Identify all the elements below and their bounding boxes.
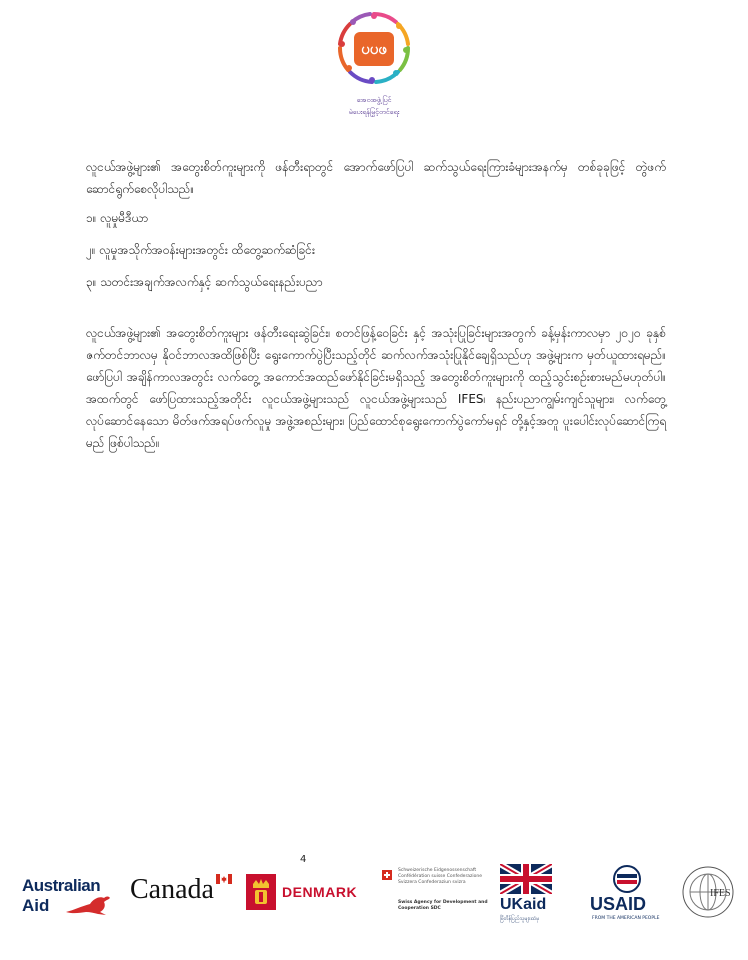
footer-donor-logos [0,862,748,932]
list-item-social-media: ၁။ လူမှုမီဒီယာ [86,211,148,225]
australian-aid-logo [22,876,122,916]
australian-aid-line1: Australian [22,876,101,895]
logo-caption-line1: အေဝအဖွဲ့ပြင် [356,96,392,104]
canada-flag-icon [216,874,232,884]
ukaid-logo [500,864,554,926]
list-item-ict: ၃။ သတင်းအချက်အလက်နှင့် ဆက်သွယ်ရေးနည်းပညာ [86,275,323,289]
denmark-logo [246,874,366,914]
logo-caption-line2: မဲပေးရန်မြှင့်တင်ရေး [348,108,400,116]
denmark-wordmark: DENMARK [282,884,358,900]
kangaroo-icon [64,894,118,916]
page-number: 4 [300,854,307,865]
ifes-text: IFES [710,888,731,899]
union-jack-icon [500,864,552,894]
paragraph-timeline: လူငယ်အဖွဲ့များ၏ အတွေးစိတ်ကူးများ ဖန်တီးရေးဆွဲခြင်း၊ စတင်ဖြန့်ဝေခြင်း နှင့် အသုံးပြုခြင်းများအတွက် ခန့်မှန်းကာလမှာ ၂၀၂၀ ခုနှစ် ဇက်တင်ဘာလမှ နိုဝင်ဘာလအထိဖြစ်ပြီး ရွေးကောက်ပွဲပြီးသည့်တိုင် ဆက်လက်အသုံးပြုနိုင်ချေရှိသည်ဟု အဖွဲ့များက မှတ်ယူထားရမည်။ ဖော်ပြပါ အချိန်ကာလအတွင်း လက်တွေ့ အကောင်အထည်ဖော်နိုင်ခြင်းမရှိသည့် အတွေးစိတ်ကူးများကို ထည့်သွင်းစဉ်းစားမည်မဟုတ်ပါ။ အထက်တွင် ဖော်ပြထားသည့်အတိုင်း လူငယ်အဖွဲ့များသည် လူငယ်အဖွဲ့များသည် IFES၊ နည်းပညာကျွမ်းကျင်သူများ၊ လက်တွေ့လုပ်ဆောင်နေသော မိတ်ဖက်အရပ်ဖက်လူမှု အဖွဲ့အစည်းများ၊ ပြည်ထောင်စုရွေးကောက်ပွဲကော်မရှင် တို့နှင့်အတူ ပူးပေါင်းလုပ်ဆောင်ကြရမည် ဖြစ်ပါသည်။ [86,326,666,450]
usaid-logo [590,864,668,926]
organization-logo [330,8,418,138]
danish-crown-crest-icon [246,874,276,910]
canada-wordmark: Canada [130,874,214,905]
swiss-confederation-text: Schweizerische Eidgenossenschaft Confédération suisse Confederazione Svizzera Confederaziun svizra [398,868,483,885]
ukaid-subtitle: ဗြိတိန်ပြည်သူများထံမှ [500,916,540,922]
usaid-seal-icon [610,864,644,894]
ifes-globe-logo-icon [680,864,736,920]
logo-center-text: ပပဖ [354,32,394,66]
list-item-community-engagement: ၂။ လူမှုအသိုက်အဝန်းများအတွင်း ထိတွေ့ဆက်ဆံခြင်း [86,243,315,257]
ukaid-wordmark: UKaid [500,896,547,913]
paragraph-intro: လူငယ်အဖွဲ့များ၏ အတွေးစိတ်ကူးများကို ဖန်တီးရာတွင် အောက်ဖော်ပြပါ ဆက်သွယ်ရေးကြားခံများအနက်မှ တစ်ခုခုဖြင့် တွဲဖက်ဆောင်ရွက်စေလိုပါသည်။ [86,160,666,196]
swiss-flag-icon [382,870,392,880]
usaid-wordmark: USAID [590,894,647,914]
usaid-subtitle: FROM THE AMERICAN PEOPLE [592,916,660,921]
swiss-agency-text: Swiss Agency for Development and Cooperation SDC [398,900,488,911]
australian-aid-line2: Aid [22,896,50,915]
swiss-sdc-logo [378,866,488,922]
